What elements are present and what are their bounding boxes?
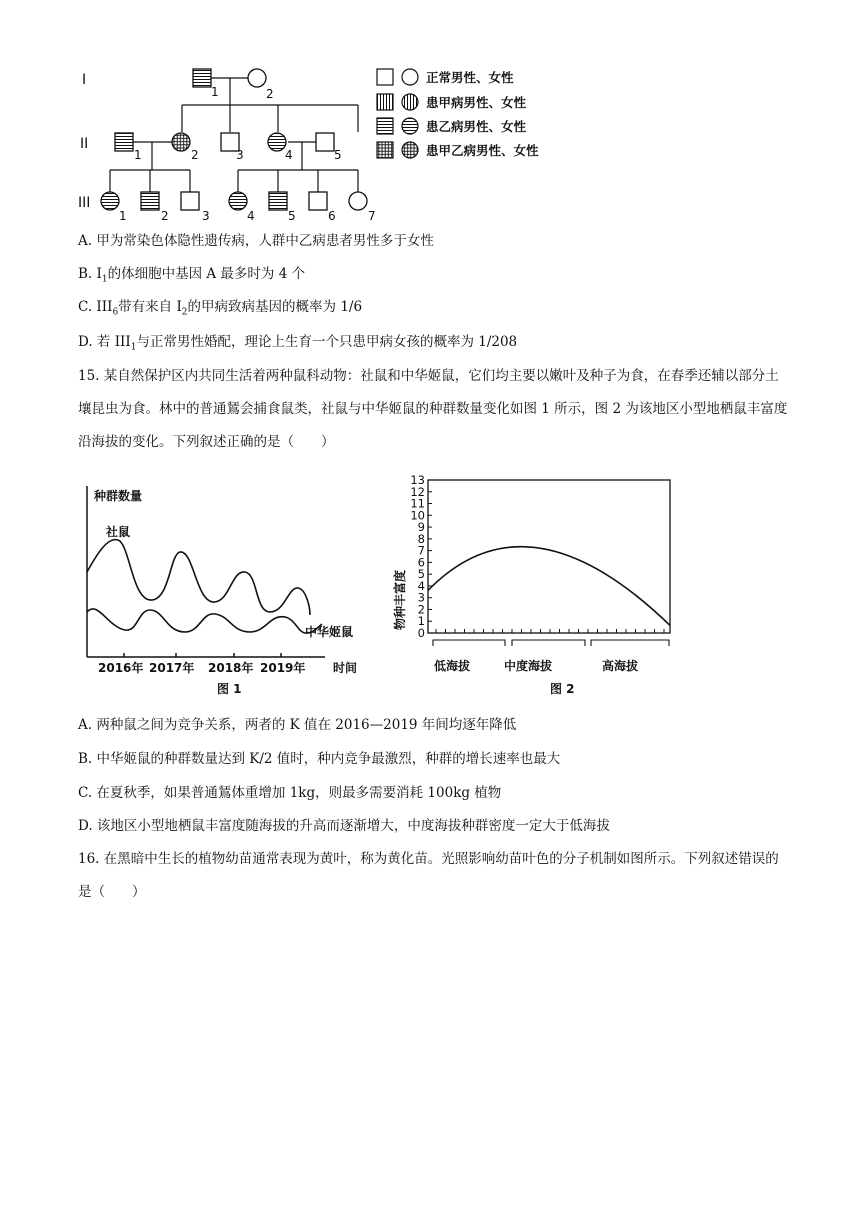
label-I1: 1 [211,85,219,99]
fig2-ytick-label: 5 [417,567,425,582]
pedigree-legend [377,69,418,158]
label-II5: 5 [334,148,342,162]
fig2-ytick-label: 3 [417,590,425,605]
legend-yi: 患乙病男性、女性 [426,119,527,134]
fig2-ytick-label: 7 [417,543,425,558]
fig2-ytick-label: 1 [417,614,425,629]
label-III4: 4 [247,209,255,223]
fig2-ytick-label: 9 [417,520,425,535]
fig1-tick-2019: 2019年 [260,661,306,675]
fig2-group-low: 低海拔 [434,659,471,673]
fig2-ytick-label: 12 [410,484,425,499]
fig1-caption: 图 1 [217,682,242,696]
q15-option-b: B. 中华姬鼠的种群数量达到 K/2 值时，种内竞争最激烈，种群的增长速率也最大 [78,751,561,767]
pedigree-III4 [229,192,247,210]
q14-option-a: A. 甲为常染色体隐性遗传病，人群中乙病患者男性多于女性 [78,233,434,249]
q15-option-a: A. 两种鼠之间为竞争关系，两者的 K 值在 2016—2019 年间均逐年降低 [78,717,517,733]
series-shequ [87,540,310,615]
q15-stem: 15. 某自然保护区内共同生活着两种鼠科动物：社鼠和中华姬鼠，它们均主要以嫩叶及种子为食，在春季还辅以部分土壤昆虫为食。林中的普通鵟会捕食鼠类，社鼠与中华姬鼠的种群数量变化如图 1 所示，图 2 为该地区小型地栖鼠丰富度沿海拔的变化。下列叙述正确的是（ ） [78,368,788,450]
label-III6: 6 [328,209,336,223]
figure-1 [80,482,370,700]
q15-option-c: C. 在夏秋季，如果普通鵟体重增加 1kg，则最多需要消耗 100kg 植物 [78,785,502,801]
label-I2: 2 [266,87,274,101]
pedigree-III2 [141,192,159,210]
fig2-ytick-label: 2 [417,602,425,617]
label-III7: 7 [368,209,376,223]
richness-curve [428,547,670,626]
fig2-ytick-label: 0 [417,626,425,640]
pedigree-III5 [269,192,287,210]
fig2-group-mid: 中度海拔 [504,659,553,673]
fig2-ytick-label: 4 [417,578,425,593]
fig1-series1-label: 社鼠 [106,525,131,539]
legend-jia: 患甲病男性、女性 [426,95,527,110]
fig2-ytick-label: 10 [410,508,425,523]
q14-option-d: D. 若 $III_1$与正常男性婚配，理论上生育一个只患甲病女孩的概率为 1/208 [78,334,518,353]
pedigree-III7 [349,192,367,210]
pedigree-diagram [70,60,570,225]
label-II3: 3 [236,148,244,162]
fig1-xlabel: 时间 [333,661,358,675]
legend-jiayi: 患甲乙病男性、女性 [426,143,539,158]
fig2-ytick-label: 13 [410,473,425,487]
label-II1: 1 [134,148,142,162]
fig2-ylabel: 物种丰富度 [393,569,407,630]
pedigree-III1 [101,192,119,210]
figure-2 [392,472,682,700]
pedigree-III3 [181,192,199,210]
fig1-tick-2016: 2016年 [98,661,144,675]
label-III1: 1 [119,209,127,223]
fig1-series2-label: 中华姬鼠 [305,625,354,639]
legend-normal: 正常男性、女性 [426,70,514,85]
fig2-ytick-label: 11 [410,496,425,511]
series-zhonghua [87,609,322,633]
fig2-caption: 图 2 [550,682,575,696]
label-II2: 2 [191,148,199,162]
q15-option-d: D. 该地区小型地栖鼠丰富度随海拔的升高而逐渐增大，中度海拔种群密度一定大于低海拔 [78,818,610,834]
pedigree-II5 [316,133,334,151]
pedigree-II2 [172,133,190,151]
pedigree-III6 [309,192,327,210]
fig2-group-high: 高海拔 [602,659,639,673]
pedigree-II1 [115,133,133,151]
label-II4: 4 [285,148,293,162]
label-III2: 2 [161,209,169,223]
label-III5: 5 [288,209,296,223]
gen-label-I: I [82,72,87,88]
gen-label-III: III [78,195,91,211]
fig1-ylabel: 种群数量 [94,489,143,503]
pedigree-I1 [193,69,211,87]
fig1-tick-2017: 2017年 [149,661,195,675]
q14-option-c: C. $III_6$带有来自 $I_2$的甲病致病基因的概率为 1/6 [78,299,363,318]
pedigree-II4 [268,133,286,151]
fig1-tick-2018: 2018年 [208,661,254,675]
q16-stem: 16. 在黑暗中生长的植物幼苗通常表现为黄叶，称为黄化苗。光照影响幼苗叶色的分子机制如图所示。下列叙述错误的是（ ） [78,851,779,900]
label-III3: 3 [202,209,210,223]
pedigree-I2 [248,69,266,87]
q14-option-b: B. $I_1$的体细胞中基因 A 最多时为 4 个 [78,266,306,285]
fig2-ytick-label: 8 [417,531,425,546]
gen-label-II: II [80,136,89,152]
fig2-ytick-label: 6 [417,555,425,570]
